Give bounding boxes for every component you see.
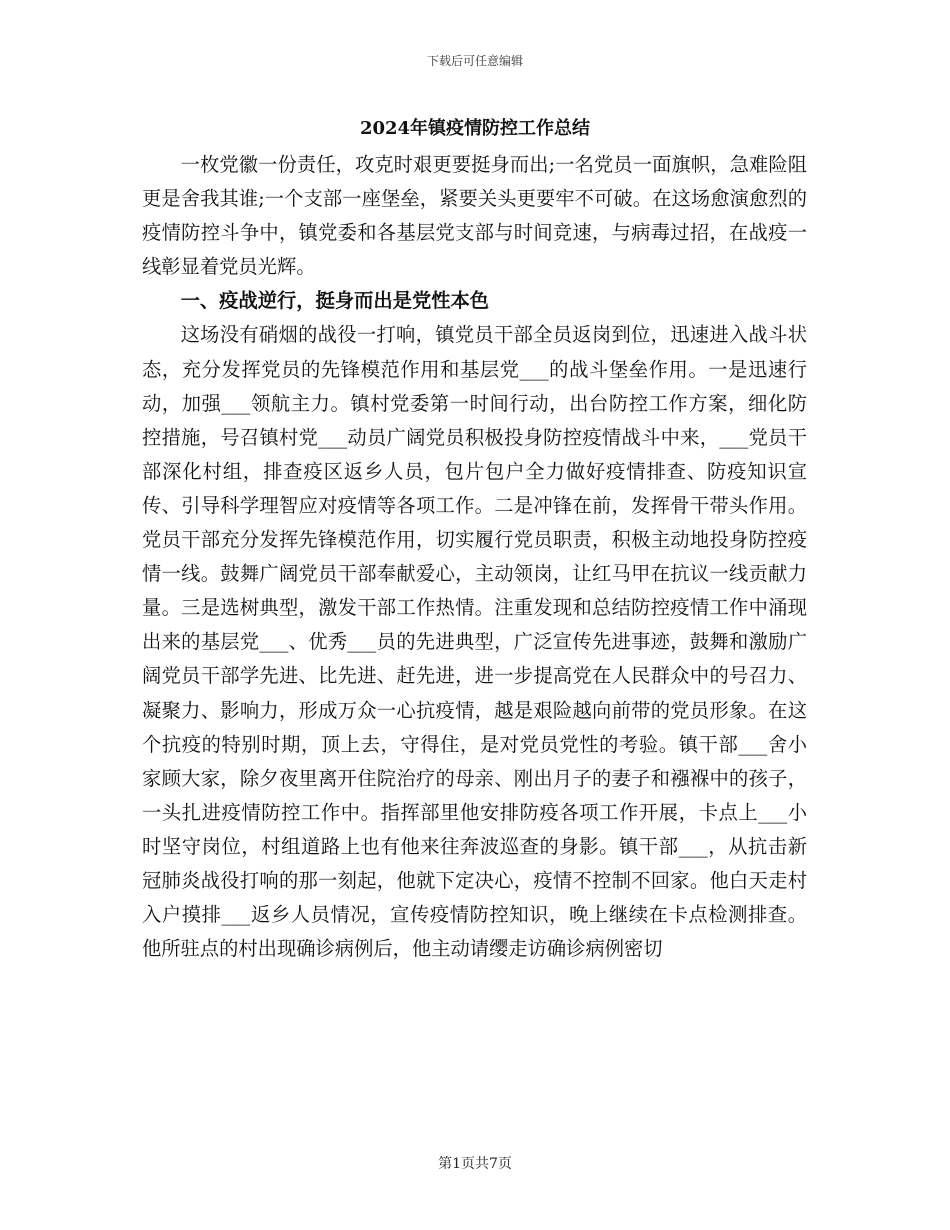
page-number: 第1页共7页 [438, 1156, 512, 1172]
intro-paragraph: 一枚党徽一份责任，攻克时艰更要挺身而出;一名党员一面旗帜，急难险阻更是舍我其谁;一个支部一座堡垒，紧要关头更要牢不可破。在这场愈演愈烈的疫情防控斗争中，镇党委和各基层党支部与时间竞速，与病毒过招，在战疫一线彰显着党员光辉。 [142, 153, 807, 279]
section-paragraph: 这场没有硝烟的战役一打响，镇党员干部全员返岗到位，迅速进入战斗状态，充分发挥党员的先锋模范作用和基层党___的战斗堡垒作用。一是迅速行动，加强___领航主力。镇村党委第一时间行动，出台防控工作方案，细化防控措施，号召镇村党___动员广阔党员积极投身防控疫情战斗中来，___党员干部深化村组，排查疫区返乡人员，包片包户全力做好疫情排查、防疫知识宣传、引导科学理智应对疫情等各项工作。二是冲锋在前，发挥骨干带头作用。党员干部充分发挥先锋模范作用，切实履行党员职责，积极主动地投身防控疫情一线。鼓舞广阔党员干部奉献爱心，主动领岗，让红马甲在抗议一线贡献力量。三是选树典型，激发干部工作热情。注重发现和总结防控疫情工作中涌现出来的基层党___、优秀___员的先进典型，广泛宣传先进事迹，鼓舞和激励广阔党员干部学先进、比先进、赶先进，进一步提高党在人民群众中的号召力、凝聚力、影响力，形成万众一心抗疫情，越是艰险越向前带的党员形象。在这个抗疫的特别时期，顶上去，守得住，是对党员党性的考验。镇干部___舍小家顾大家，除夕夜里离开住院治疗的母亲、刚出月子的妻子和襁褓中的孩子，一头扎进疫情防控工作中。指挥部里他安排防疫各项工作开展，卡点上___小时坚守岗位，村组道路上也有他来往奔波巡查的身影。镇干部___，从抗击新冠肺炎战役打响的那一刻起，他就下定决心，疫情不控制不回家。他白天走村入户摸排___返乡人员情况，宣传疫情防控知识，晚上继续在卡点检测排查。他所驻点的村出现确诊病例后，他主动请缨走访确诊病例密切 [142, 323, 807, 961]
document-title: 2024年镇疫情防控工作总结 [359, 118, 591, 139]
document-body [142, 148, 807, 966]
page-header-note: 下载后可任意编辑 [426, 54, 523, 68]
section-heading: 一、疫战逆行，挺身而出是党性本色 [180, 289, 490, 313]
